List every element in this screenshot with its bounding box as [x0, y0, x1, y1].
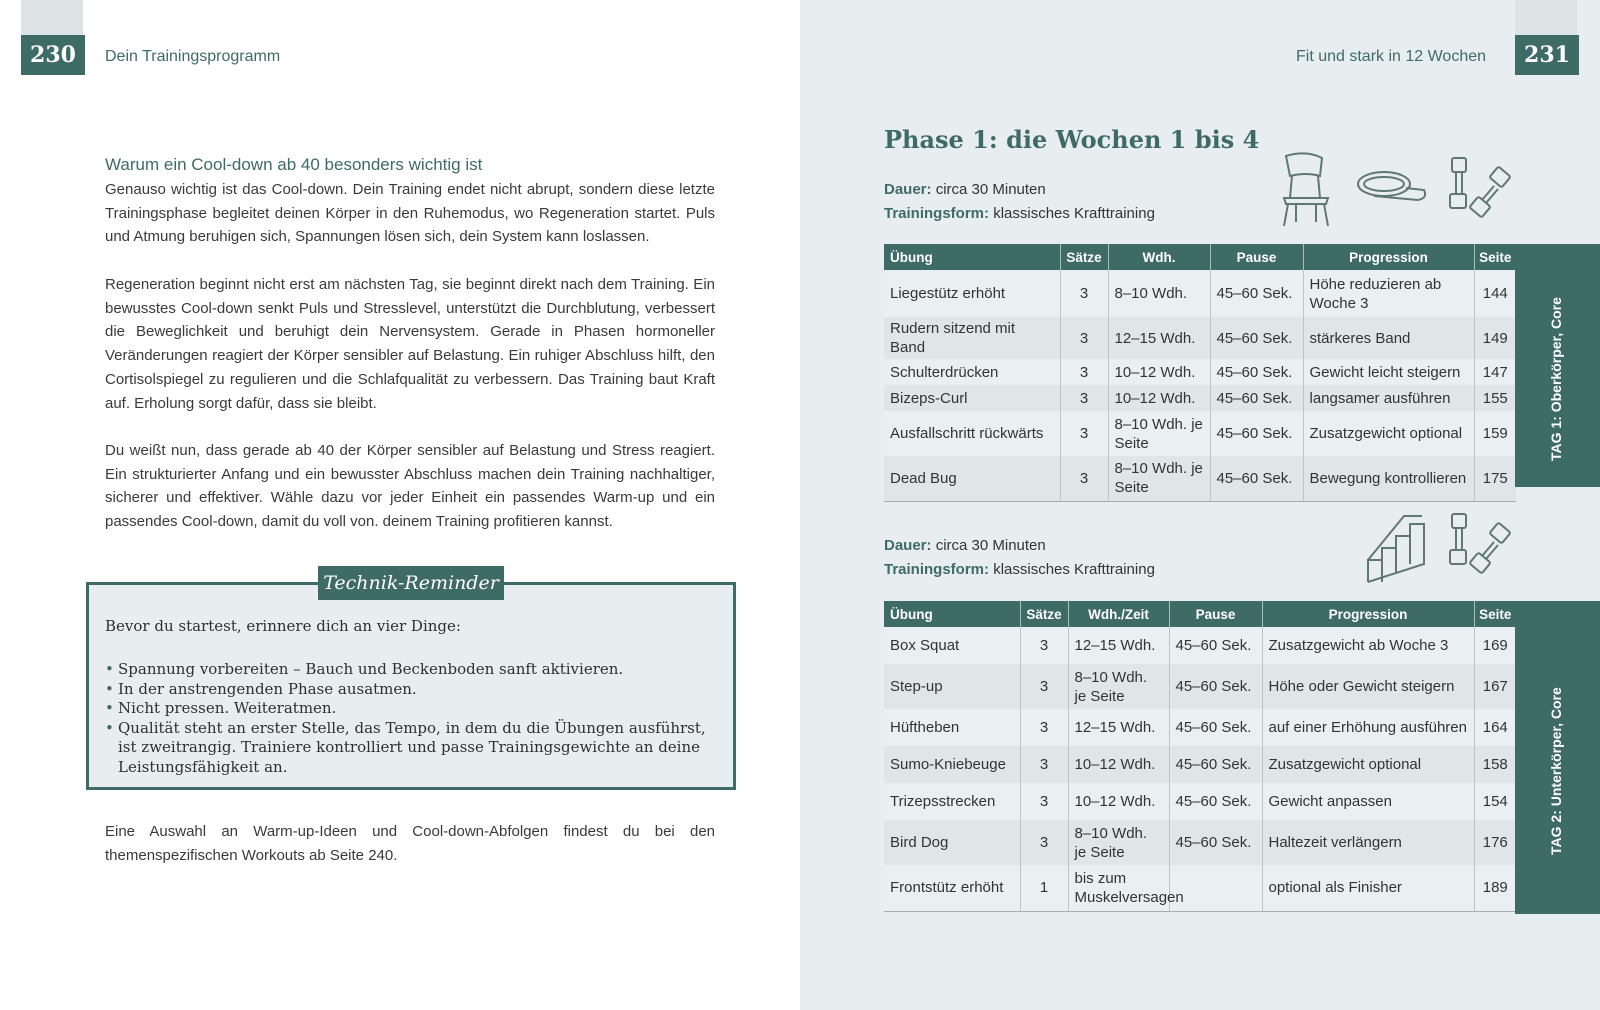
column-header: Pause: [1169, 601, 1262, 627]
page-tab-stripe: [21, 0, 83, 40]
list-item: • In der anstrengenden Phase ausatmen.: [105, 680, 715, 700]
column-header: Sätze: [1060, 244, 1108, 270]
paragraph: Genauso wichtig ist das Cool-down. Dein Training endet nicht abrupt, sondern diese letzte Trainingsphase begleitet deinen Körper in den Ruhemodus, wo Regeneration startet. Puls und Atmung beruhigen sich, Spannungen lösen sich, dein System kann loslassen.: [105, 181, 715, 246]
table-cell: Rudern sitzend mit Band: [884, 317, 1060, 359]
table-cell: 3: [1020, 820, 1068, 865]
paragraph: Du weißt nun, dass gerade ab 40 der Körper sensibler auf Belastung und Stress reagiert. Ein strukturierter Anfang und ein bewusster Abschluss machen dein Training nachhaltiger, sicherer und effektiver. Wähle dazu vor jeder Einheit ein passendes Warm-up und ein passendes Cool-down, damit du voll von. deinem Training profitieren kannst.: [105, 442, 715, 531]
day2-side-tab: [1515, 601, 1600, 914]
table-cell: 3: [1020, 746, 1068, 783]
table-row: [884, 456, 1516, 501]
list-item: • Spannung vorbereiten – Bauch und Beckenboden sanft aktivieren.: [105, 660, 715, 680]
table-cell: 176: [1474, 820, 1516, 865]
trainingsform-label: Trainingsform:: [884, 560, 990, 578]
column-header: Übung: [884, 601, 1020, 627]
table-cell: 45–60 Sek.: [1169, 746, 1262, 783]
table-cell: auf einer Erhöhung ausführen: [1262, 709, 1474, 746]
table-cell: Sumo-Kniebeuge: [884, 746, 1020, 783]
table-cell: 45–60 Sek.: [1169, 783, 1262, 820]
trainingsform-value: klassisches Krafttraining: [993, 560, 1155, 578]
table-cell: 8–10 Wdh.: [1108, 270, 1210, 317]
table-cell: 45–60 Sek.: [1210, 317, 1303, 359]
table-cell: 45–60 Sek.: [1210, 456, 1303, 501]
table-cell: Zusatzgewicht optional: [1262, 746, 1474, 783]
resistance-band-icon: [1354, 166, 1430, 206]
table-cell: Gewicht anpassen: [1262, 783, 1474, 820]
table-row: [884, 317, 1516, 359]
table-cell: 149: [1474, 317, 1516, 359]
closing-paragraph: Eine Auswahl an Warm-up-Ideen und Cool-down-Abfolgen findest du bei den themenspezifischen Workouts ab Seite 240.: [105, 823, 715, 864]
day2-side-label: TAG 2: Unterkörper, Core: [1548, 687, 1564, 855]
trainingsform-label: Trainingsform:: [884, 204, 990, 222]
table-cell: 45–60 Sek.: [1169, 664, 1262, 709]
table-cell: 189: [1474, 865, 1516, 911]
table-row: [884, 746, 1516, 783]
table-cell: 1: [1020, 865, 1068, 911]
running-head: Fit und stark in 12 Wochen: [1296, 48, 1487, 65]
dumbbells-icon: [1446, 156, 1516, 224]
table-cell: 175: [1474, 456, 1516, 501]
page-number: 231: [1515, 35, 1579, 75]
table-cell: optional als Finisher: [1262, 865, 1474, 911]
table-row: [884, 627, 1516, 664]
reminder-list: [105, 660, 715, 777]
table-row: [884, 359, 1516, 385]
table-cell: Höhe reduzieren ab Woche 3: [1303, 270, 1474, 317]
table-cell: 154: [1482, 793, 1508, 810]
phase-title: Phase 1: die Wochen 1 bis 4: [884, 125, 1260, 154]
table-cell: 10–12 Wdh.: [1068, 783, 1169, 820]
column-header: Progression: [1262, 601, 1474, 627]
table-cell: Höhe oder Gewicht steigern: [1262, 664, 1474, 709]
table-cell: 45–60 Sek.: [1169, 627, 1262, 664]
table-cell: 8–10 Wdh. je Seite: [1108, 456, 1210, 501]
table-cell: 12–15 Wdh.: [1108, 317, 1210, 359]
column-header: Übung: [884, 244, 1060, 270]
table-cell: 45–60 Sek.: [1210, 411, 1303, 456]
table-cell: 169: [1482, 637, 1508, 654]
table-cell: Liegestütz erhöht: [884, 270, 1060, 317]
table-cell: 12–15 Wdh.: [1068, 709, 1169, 746]
dauer-value: circa 30 Minuten: [935, 181, 1046, 198]
dauer-label: Dauer:: [884, 537, 932, 554]
table-cell: Gewicht leicht steigern: [1303, 359, 1474, 385]
table-cell: 10–12 Wdh.: [1108, 385, 1210, 411]
table-cell: langsamer ausführen: [1303, 385, 1474, 411]
table-cell: Bewegung kontrollieren: [1303, 456, 1474, 501]
day1-side-label: TAG 1: Oberkörper, Core: [1548, 297, 1564, 461]
table-cell: 8–10 Wdh. je Seite: [1068, 820, 1169, 865]
table-cell: stärkeres Band: [1303, 317, 1474, 359]
table-cell: Bizeps-Curl: [884, 385, 1060, 411]
table-cell: Frontstütz erhöht: [884, 865, 1020, 911]
table-row: [884, 865, 1516, 911]
table-cell: 159: [1482, 425, 1508, 442]
table-row: [884, 385, 1516, 411]
table-cell: 144: [1482, 285, 1508, 302]
table-cell: Zusatzgewicht optional: [1303, 411, 1474, 456]
day1-meta: [884, 178, 1155, 225]
table-row: [884, 664, 1516, 709]
day1-table: [884, 244, 1516, 502]
table-cell: 45–60 Sek.: [1169, 709, 1262, 746]
table-cell: 3: [1060, 456, 1108, 501]
table-cell: Dead Bug: [884, 456, 1060, 501]
column-header: Sätze: [1020, 601, 1068, 627]
column-header: Seite: [1474, 244, 1516, 270]
page-number: 230: [21, 35, 85, 75]
table-cell: 3: [1020, 627, 1068, 664]
column-header: Wdh.: [1108, 244, 1210, 270]
day2-meta: [884, 534, 1155, 581]
table-cell: 3: [1060, 359, 1108, 385]
table-cell: Schulterdrücken: [884, 359, 1060, 385]
table-cell: 8–10 Wdh. je Seite: [1108, 411, 1210, 456]
column-header: Seite: [1474, 601, 1516, 627]
list-item: • Qualität steht an erster Stelle, das Tempo, in dem du die Übungen ausführst, ist zweitrangig. Trainiere kontrolliert und passe Trainingsgewichte an deine Leistungsfähigkeit an.: [105, 719, 715, 778]
table-cell: Trizepsstrecken: [884, 783, 1020, 820]
table-cell: 10–12 Wdh.: [1108, 359, 1210, 385]
table-cell: 147: [1482, 363, 1508, 381]
running-head: Dein Trainingsprogramm: [105, 48, 281, 65]
column-header: Progression: [1303, 244, 1474, 270]
table-cell: Ausfallschritt rückwärts: [884, 411, 1060, 456]
section-heading: Warum ein Cool-down ab 40 besonders wichtig ist: [105, 155, 483, 174]
table-cell: bis zum Muskelversagen: [1068, 865, 1169, 911]
dauer-value: circa 30 Minuten: [935, 537, 1046, 554]
trainingsform-value: klassisches Krafttraining: [993, 204, 1155, 222]
table-cell: 167: [1474, 664, 1516, 709]
reminder-title: Technik-Reminder: [318, 566, 504, 600]
table-cell: 45–60 Sek.: [1169, 820, 1262, 865]
table-cell: 12–15 Wdh.: [1068, 627, 1169, 664]
table-cell: Bird Dog: [884, 820, 1020, 865]
table-cell: 3: [1020, 709, 1068, 746]
table-cell: 158: [1474, 746, 1516, 783]
table-cell: 45–60 Sek.: [1210, 270, 1303, 317]
table-cell: 8–10 Wdh. je Seite: [1068, 664, 1169, 709]
table-cell: 45–60 Sek.: [1210, 359, 1303, 385]
page-tab-stripe: [1515, 0, 1577, 40]
table-cell: Step-up: [884, 664, 1020, 709]
table-cell: Haltezeit verlängern: [1262, 820, 1474, 865]
table-cell: 3: [1060, 385, 1108, 411]
table-row: [884, 411, 1516, 456]
table-header-row: [884, 601, 1516, 627]
table-row: [884, 709, 1516, 746]
reminder-intro: Bevor du startest, erinnere dich an vier Dinge:: [105, 617, 461, 635]
day1-side-tab: [1515, 244, 1600, 487]
table-row: [884, 270, 1516, 317]
table-cell: 10–12 Wdh.: [1068, 746, 1169, 783]
table-cell: 45–60 Sek.: [1210, 385, 1303, 411]
paragraph: Regeneration beginnt nicht erst am nächsten Tag, sie beginnt direkt nach dem Training. Ein bewusstes Cool-down senkt Puls und Stresslevel, unterstützt die Durchblutung, verbessert die Beweglichkeit und beruhigt dein Nervensystem. Gerade in Phasen hormoneller Veränderungen reagiert der Körper sensibler auf Belastung. Ein ruhiger Abschluss hilft, den Cortisolspiegel zu regulieren und die Schlafqualität zu verbessern. Das Training baut Kraft auf. Erholung sorgt dafür, dass sie bleibt.: [105, 276, 715, 412]
table-cell: 3: [1020, 783, 1068, 820]
stairs-icon: [1364, 512, 1426, 584]
table-cell: 155: [1474, 385, 1516, 411]
dumbbells-icon: [1446, 512, 1516, 580]
table-cell: Zusatzgewicht ab Woche 3: [1262, 627, 1474, 664]
list-item: • Nicht pressen. Weiteratmen.: [105, 699, 715, 719]
table-cell: Box Squat: [884, 627, 1020, 664]
table-cell: 3: [1020, 664, 1068, 709]
day2-table: [884, 601, 1516, 912]
dauer-label: Dauer:: [884, 181, 932, 198]
table-row: [884, 820, 1516, 865]
column-header: Pause: [1210, 244, 1303, 270]
column-header: Wdh./Zeit: [1068, 601, 1169, 627]
table-cell: 164: [1482, 719, 1508, 736]
table-cell: 3: [1060, 411, 1108, 456]
table-header-row: [884, 244, 1516, 270]
table-cell: Hüftheben: [884, 709, 1020, 746]
table-cell: 3: [1060, 270, 1108, 317]
table-row: [884, 783, 1516, 820]
chair-icon: [1276, 150, 1338, 228]
table-cell: 3: [1060, 317, 1108, 359]
